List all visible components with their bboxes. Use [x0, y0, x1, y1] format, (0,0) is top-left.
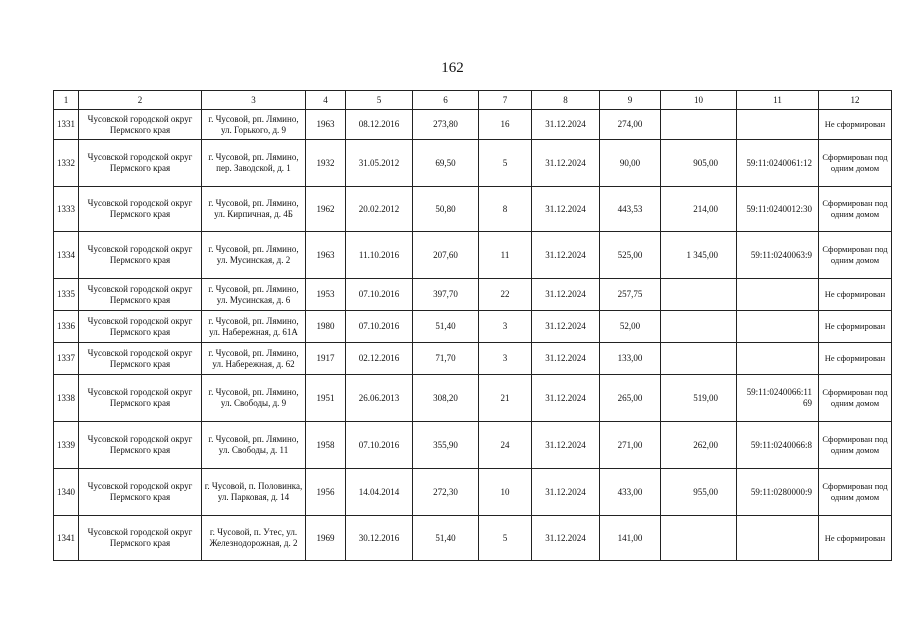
plot-area-cell: 519,00	[661, 375, 737, 422]
housing-registry-table	[53, 90, 892, 561]
plot-status-cell: Не сформирован	[819, 110, 892, 140]
area-cell: 397,70	[413, 279, 479, 311]
deadline-cell: 31.12.2024	[532, 311, 600, 343]
address-cell: г. Чусовой, п. Половинка, ул. Парковая, д. 14	[202, 469, 306, 516]
deadline-cell: 31.12.2024	[532, 232, 600, 279]
deadline-cell: 31.12.2024	[532, 469, 600, 516]
area-cell: 207,60	[413, 232, 479, 279]
deadline-cell: 31.12.2024	[532, 140, 600, 187]
column-header: 7	[479, 91, 532, 110]
land-area-cell: 525,00	[600, 232, 661, 279]
municipality-cell: Чусовской городской округ Пермского края	[79, 422, 202, 469]
deadline-cell: 31.12.2024	[532, 516, 600, 561]
date-cell: 07.10.2016	[346, 422, 413, 469]
plot-area-cell	[661, 516, 737, 561]
table-row	[54, 279, 892, 311]
table-row	[54, 110, 892, 140]
municipality-cell: Чусовской городской округ Пермского края	[79, 110, 202, 140]
municipality-cell: Чусовской городской округ Пермского края	[79, 343, 202, 375]
table-body	[54, 110, 892, 561]
address-cell: г. Чусовой, рп. Лямино, ул. Мусинская, д. 2	[202, 232, 306, 279]
address-cell: г. Чусовой, п. Утес, ул. Железнодорожная, д. 2	[202, 516, 306, 561]
row-number-cell: 1333	[54, 187, 79, 232]
area-cell: 272,30	[413, 469, 479, 516]
table-row	[54, 343, 892, 375]
area-cell: 69,50	[413, 140, 479, 187]
row-number-cell: 1336	[54, 311, 79, 343]
area-cell: 51,40	[413, 516, 479, 561]
area-cell: 355,90	[413, 422, 479, 469]
municipality-cell: Чусовской городской округ Пермского края	[79, 311, 202, 343]
year-cell: 1951	[306, 375, 346, 422]
date-cell: 02.12.2016	[346, 343, 413, 375]
column-header: 10	[661, 91, 737, 110]
cadastral-number-cell	[737, 516, 819, 561]
date-cell: 20.02.2012	[346, 187, 413, 232]
deadline-cell: 31.12.2024	[532, 110, 600, 140]
table-row	[54, 140, 892, 187]
date-cell: 31.05.2012	[346, 140, 413, 187]
table-row	[54, 469, 892, 516]
plot-status-cell: Не сформирован	[819, 343, 892, 375]
year-cell: 1980	[306, 311, 346, 343]
address-cell: г. Чусовой, рп. Лямино, ул. Кирпичная, д. 4Б	[202, 187, 306, 232]
column-header: 8	[532, 91, 600, 110]
municipality-cell: Чусовской городской округ Пермского края	[79, 279, 202, 311]
row-number-cell: 1340	[54, 469, 79, 516]
plot-area-cell	[661, 110, 737, 140]
residents-cell: 3	[479, 343, 532, 375]
address-cell: г. Чусовой, рп. Лямино, ул. Свободы, д. 11	[202, 422, 306, 469]
date-cell: 07.10.2016	[346, 311, 413, 343]
municipality-cell: Чусовской городской округ Пермского края	[79, 232, 202, 279]
row-number-cell: 1337	[54, 343, 79, 375]
area-cell: 273,80	[413, 110, 479, 140]
row-number-cell: 1341	[54, 516, 79, 561]
plot-status-cell: Сформирован под одним домом	[819, 140, 892, 187]
residents-cell: 11	[479, 232, 532, 279]
municipality-cell: Чусовской городской округ Пермского края	[79, 140, 202, 187]
plot-status-cell: Сформирован под одним домом	[819, 422, 892, 469]
cadastral-number-cell: 59:11:0240063:9	[737, 232, 819, 279]
address-cell: г. Чусовой, рп. Лямино, ул. Набережная, д. 62	[202, 343, 306, 375]
plot-area-cell	[661, 343, 737, 375]
area-cell: 308,20	[413, 375, 479, 422]
area-cell: 50,80	[413, 187, 479, 232]
plot-area-cell: 955,00	[661, 469, 737, 516]
row-number-cell: 1331	[54, 110, 79, 140]
row-number-cell: 1332	[54, 140, 79, 187]
column-header: 12	[819, 91, 892, 110]
date-cell: 08.12.2016	[346, 110, 413, 140]
table-row	[54, 516, 892, 561]
land-area-cell: 433,00	[600, 469, 661, 516]
plot-area-cell: 262,00	[661, 422, 737, 469]
cadastral-number-cell	[737, 311, 819, 343]
cadastral-number-cell: 59:11:0240061:12	[737, 140, 819, 187]
table-row	[54, 311, 892, 343]
table-row	[54, 375, 892, 422]
land-area-cell: 90,00	[600, 140, 661, 187]
cadastral-number-cell: 59:11:0240066:11 69	[737, 375, 819, 422]
land-area-cell: 52,00	[600, 311, 661, 343]
date-cell: 14.04.2014	[346, 469, 413, 516]
municipality-cell: Чусовской городской округ Пермского края	[79, 187, 202, 232]
plot-area-cell: 1 345,00	[661, 232, 737, 279]
cadastral-number-cell	[737, 110, 819, 140]
area-cell: 71,70	[413, 343, 479, 375]
plot-status-cell: Не сформирован	[819, 516, 892, 561]
column-header: 2	[79, 91, 202, 110]
address-cell: г. Чусовой, рп. Лямино, ул. Мусинская, д. 6	[202, 279, 306, 311]
row-number-cell: 1334	[54, 232, 79, 279]
deadline-cell: 31.12.2024	[532, 375, 600, 422]
column-header: 4	[306, 91, 346, 110]
row-number-cell: 1335	[54, 279, 79, 311]
plot-status-cell: Не сформирован	[819, 279, 892, 311]
page-number: 162	[441, 60, 464, 76]
year-cell: 1958	[306, 422, 346, 469]
address-cell: г. Чусовой, рп. Лямино, ул. Свободы, д. 9	[202, 375, 306, 422]
plot-status-cell: Не сформирован	[819, 311, 892, 343]
municipality-cell: Чусовской городской округ Пермского края	[79, 375, 202, 422]
column-header: 11	[737, 91, 819, 110]
year-cell: 1953	[306, 279, 346, 311]
year-cell: 1963	[306, 110, 346, 140]
residents-cell: 22	[479, 279, 532, 311]
column-header: 9	[600, 91, 661, 110]
land-area-cell: 274,00	[600, 110, 661, 140]
cadastral-number-cell	[737, 343, 819, 375]
land-area-cell: 141,00	[600, 516, 661, 561]
cadastral-number-cell: 59:11:0240012:30	[737, 187, 819, 232]
column-header: 6	[413, 91, 479, 110]
plot-status-cell: Сформирован под одним домом	[819, 375, 892, 422]
year-cell: 1917	[306, 343, 346, 375]
row-number-cell: 1339	[54, 422, 79, 469]
residents-cell: 3	[479, 311, 532, 343]
land-area-cell: 133,00	[600, 343, 661, 375]
column-header: 1	[54, 91, 79, 110]
residents-cell: 5	[479, 516, 532, 561]
plot-area-cell: 214,00	[661, 187, 737, 232]
header-row	[54, 91, 892, 110]
table-row	[54, 187, 892, 232]
date-cell: 11.10.2016	[346, 232, 413, 279]
address-cell: г. Чусовой, рп. Лямино, ул. Набережная, д. 61А	[202, 311, 306, 343]
deadline-cell: 31.12.2024	[532, 187, 600, 232]
address-cell: г. Чусовой, рп. Лямино, ул. Горького, д. 9	[202, 110, 306, 140]
land-area-cell: 443,53	[600, 187, 661, 232]
year-cell: 1932	[306, 140, 346, 187]
residents-cell: 21	[479, 375, 532, 422]
year-cell: 1963	[306, 232, 346, 279]
deadline-cell: 31.12.2024	[532, 343, 600, 375]
municipality-cell: Чусовской городской округ Пермского края	[79, 516, 202, 561]
residents-cell: 10	[479, 469, 532, 516]
column-header: 5	[346, 91, 413, 110]
plot-area-cell: 905,00	[661, 140, 737, 187]
date-cell: 26.06.2013	[346, 375, 413, 422]
deadline-cell: 31.12.2024	[532, 422, 600, 469]
cadastral-number-cell	[737, 279, 819, 311]
land-area-cell: 265,00	[600, 375, 661, 422]
land-area-cell: 257,75	[600, 279, 661, 311]
residents-cell: 5	[479, 140, 532, 187]
plot-status-cell: Сформирован под одним домом	[819, 232, 892, 279]
table-row	[54, 232, 892, 279]
table-row	[54, 422, 892, 469]
plot-status-cell: Сформирован под одним домом	[819, 187, 892, 232]
year-cell: 1962	[306, 187, 346, 232]
plot-area-cell	[661, 279, 737, 311]
date-cell: 07.10.2016	[346, 279, 413, 311]
date-cell: 30.12.2016	[346, 516, 413, 561]
residents-cell: 24	[479, 422, 532, 469]
area-cell: 51,40	[413, 311, 479, 343]
cadastral-number-cell: 59:11:0240066:8	[737, 422, 819, 469]
plot-area-cell	[661, 311, 737, 343]
address-cell: г. Чусовой, рп. Лямино, пер. Заводской, д. 1	[202, 140, 306, 187]
row-number-cell: 1338	[54, 375, 79, 422]
year-cell: 1969	[306, 516, 346, 561]
deadline-cell: 31.12.2024	[532, 279, 600, 311]
residents-cell: 16	[479, 110, 532, 140]
residents-cell: 8	[479, 187, 532, 232]
column-header: 3	[202, 91, 306, 110]
plot-status-cell: Сформирован под одним домом	[819, 469, 892, 516]
year-cell: 1956	[306, 469, 346, 516]
land-area-cell: 271,00	[600, 422, 661, 469]
municipality-cell: Чусовской городской округ Пермского края	[79, 469, 202, 516]
cadastral-number-cell: 59:11:0280000:9	[737, 469, 819, 516]
